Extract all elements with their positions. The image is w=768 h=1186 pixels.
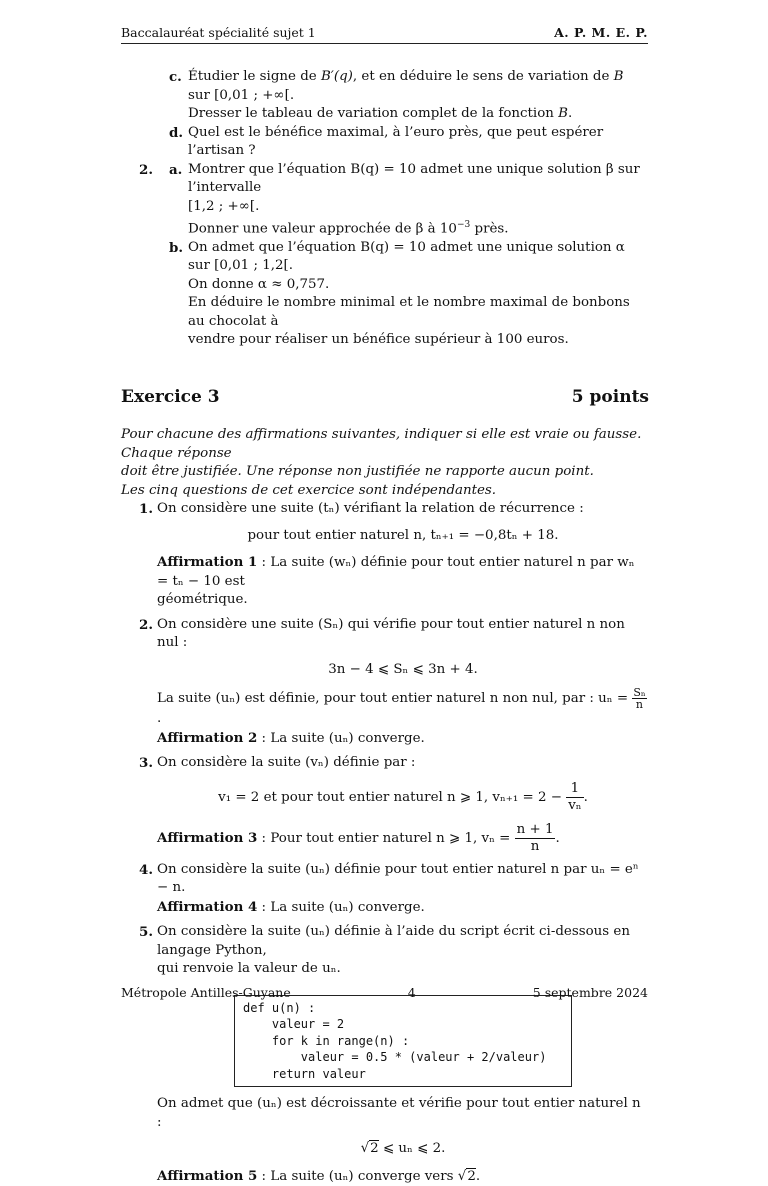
question-3: 3. On considère la suite (vₙ) définie par : v₁ = 2 et pour tout entier naturel n ⩾ 1, vₙ₊₁ = 2 − $\frac{1}{\text{vₙ}}$ . Affirmation 3 : Pour tout entier naturel n ⩾ 1, vₙ = $\frac{n + 1}{n}$ . <box>121 754 649 855</box>
header-left: Baccalauréat spécialité sujet 1 <box>121 25 316 40</box>
footer-date: 5 septembre 2024 <box>532 985 648 1000</box>
item-2a: 2. a. Montrer que l’équation B(q) = 10 admet une unique solution β sur l’intervalle [1,2 ; +∞[. Donner une valeur approchée de β à $10^{-3}$ près. <box>139 161 640 237</box>
q2-formula: 3n − 4 ⩽ Sₙ ⩽ 3n + 4. <box>328 661 478 677</box>
page-footer <box>121 985 648 1000</box>
page-header <box>121 22 648 44</box>
exercise-points: 5 points <box>571 386 649 407</box>
a3-fraction: $\frac{n + 1}{n}$ <box>516 821 554 854</box>
q2-fraction: $\frac{\text{Sₙ}}{n}$ <box>633 686 646 712</box>
code-line: valeur = 2 <box>243 1017 345 1032</box>
item-1c-label: c. <box>169 69 182 85</box>
q3-formula: v₁ = 2 et pour tout entier naturel n ⩾ 1, vₙ₊₁ = 2 − $\frac{1}{\text{vₙ}}$ . <box>218 780 588 813</box>
code-line: def u(n) : <box>243 1000 316 1015</box>
item-1c: c. Étudier le signe de B′(q), et en déduire le sens de variation de B sur [0,01 ; +∞[. Dresser le tableau de variation complet de la fonction B. <box>169 69 624 121</box>
question-5: 5. On considère la suite (uₙ) définie à l’aide du script écrit ci-dessous en langage Python, qui renvoie la valeur de uₙ. def u(n) : valeur = 2 for k in range(n) : valeur = 0.5 * (valeur + 2/valeur) return valeur On admet que (uₙ) est décroissante et vérifie pour tout entier naturel n : √2 ⩽ uₙ ⩽ 2. Affirmation 5 : La suite (uₙ) converge vers √2. <box>121 923 649 1186</box>
footer-left: Métropole Antilles-Guyane <box>121 985 291 1000</box>
question-2: 2. On considère une suite (Sₙ) qui vérifie pour tout entier naturel n non nul : 3n − 4 ⩽ Sₙ ⩽ 3n + 4. La suite (uₙ) est définie, pour tout entier naturel n non nul, par : uₙ = $\frac{\text{Sₙ}}{n}$ . Affirmation 2 : La suite (uₙ) converge. <box>121 616 649 749</box>
code-line: return valeur <box>243 1066 366 1081</box>
code-line: for k in range(n) : <box>243 1033 410 1048</box>
python-code-block <box>234 995 572 1088</box>
exercise-title: Exercice 3 5 points <box>121 386 649 407</box>
code-line: valeur = 0.5 * (valeur + 2/valeur) <box>243 1050 547 1065</box>
q1-formula: pour tout entier naturel n, tₙ₊₁ = −0,8tₙ + 18. <box>247 527 559 543</box>
page-number: 4 <box>407 985 416 1000</box>
q5-formula: √2 ⩽ uₙ ⩽ 2. <box>360 1141 446 1157</box>
exercise-intro: Pour chacune des affirmations suivantes, indiquer si elle est vraie ou fausse. Chaque réponse doit être justifiée. Une réponse non justifiée ne rapporte aucun point. Les cinq questions de cet exercice sont indépendantes. <box>121 427 642 498</box>
question-1: 1. On considère une suite (tₙ) vérifiant la relation de récurrence : pour tout entier naturel n, tₙ₊₁ = −0,8tₙ + 18. Affirmation 1 : La suite (wₙ) définie pour tout entier naturel n par wₙ = tₙ − 10 est géométrique. <box>121 500 649 610</box>
page-content <box>121 68 649 1186</box>
question-4: 4. On considère la suite (uₙ) définie pour tout entier naturel n par uₙ = eⁿ − n. Affirmation 4 : La suite (uₙ) converge. <box>139 861 639 915</box>
item-2b: b. On admet que l’équation B(q) = 10 admet une unique solution α sur [0,01 ; 1,2[. On donne α ≈ 0,757. En déduire le nombre minimal et le nombre maximal de bonbons au chocolat à vendre pour réaliser un bénéfice supérieur à 100 euros. <box>169 239 630 348</box>
item-1d: d. Quel est le bénéfice maximal, à l’euro près, que peut espérer l’artisan ? <box>169 124 604 158</box>
header-right: A. P. M. E. P. <box>554 25 648 40</box>
